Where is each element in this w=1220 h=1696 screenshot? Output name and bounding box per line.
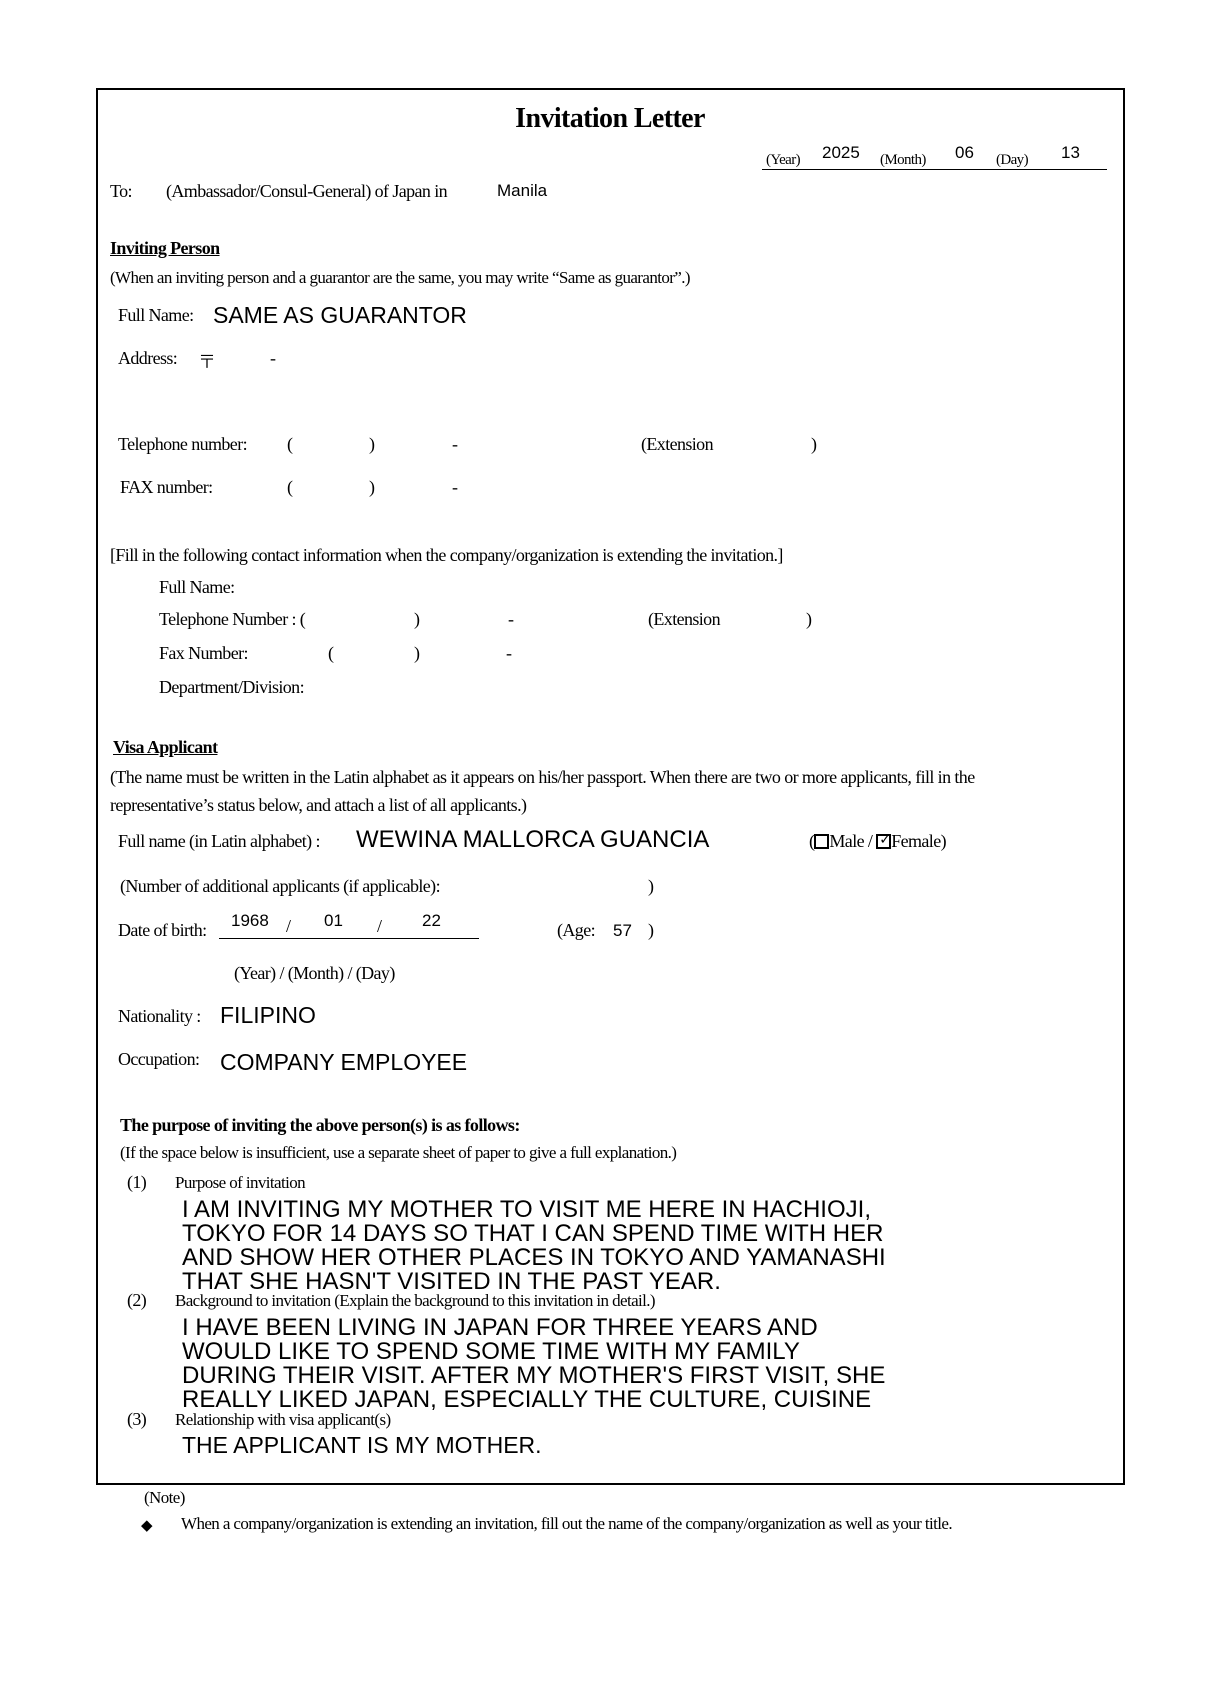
inviting-person-heading: Inviting Person (110, 238, 220, 258)
to-text: (Ambassador/Consul-General) of Japan in (166, 181, 448, 201)
dob-month-value[interactable]: 01 (324, 911, 343, 930)
company-fax-paren-close: ) (414, 643, 420, 663)
year-label: (Year) (766, 152, 801, 168)
additional-applicants-close: ) (648, 876, 654, 896)
fax-label: FAX number: (120, 477, 213, 497)
date-underline (762, 169, 1107, 170)
male-label: Male / (829, 831, 873, 851)
occupation-value[interactable]: COMPANY EMPLOYEE (220, 1049, 468, 1075)
page-title: Invitation Letter (515, 103, 705, 134)
female-label: Female) (891, 831, 946, 851)
nationality-value[interactable]: FILIPINO (220, 1002, 316, 1028)
company-telephone-paren-close: ) (414, 609, 420, 629)
address-label: Address: (118, 348, 178, 368)
item3-value[interactable]: THE APPLICANT IS MY MOTHER. (182, 1432, 542, 1458)
nationality-label: Nationality : (118, 1006, 201, 1026)
applicant-name-value[interactable]: WEWINA MALLORCA GUANCIA (356, 826, 710, 853)
company-fax-paren-open: ( (328, 643, 334, 663)
item3-number: (3) (127, 1409, 147, 1429)
purpose-heading: The purpose of inviting the above person(s) is as follows: (120, 1115, 520, 1135)
inviting-name-value[interactable]: SAME AS GUARANTOR (213, 302, 467, 328)
extension-label: (Extension (641, 434, 713, 454)
visa-applicant-heading: Visa Applicant (113, 737, 218, 757)
item1-line: I AM INVITING MY MOTHER TO VISIT ME HERE IN HACHIOJI, (182, 1196, 871, 1223)
company-extension-paren-close: ) (806, 609, 812, 629)
male-checkbox[interactable] (814, 834, 829, 849)
item1-line: AND SHOW HER OTHER PLACES IN TOKYO AND YAMANASHI (182, 1244, 886, 1271)
telephone-dash: - (452, 434, 458, 454)
day-value[interactable]: 13 (1061, 143, 1080, 162)
item2-number: (2) (127, 1290, 147, 1310)
fax-dash: - (452, 477, 458, 497)
item1-line: TOKYO FOR 14 DAYS SO THAT I CAN SPEND TIME WITH HER (182, 1220, 884, 1247)
dob-year-value[interactable]: 1968 (231, 911, 269, 930)
inviting-person-note: (When an inviting person and a guarantor are the same, you may write “Same as guarantor”.) (110, 268, 690, 287)
company-fax-dash: - (506, 643, 512, 663)
item2-label: Background to invitation (Explain the background to this invitation in detail.) (175, 1291, 655, 1310)
item2-textarea[interactable] (182, 1314, 942, 1413)
telephone-label: Telephone number: (118, 434, 247, 454)
fax-paren-open: ( (287, 477, 293, 497)
check-icon: ✓ (879, 832, 891, 848)
telephone-paren-close: ) (369, 434, 375, 454)
gender-group (809, 831, 946, 852)
month-label: (Month) (880, 152, 926, 168)
item2-line: WOULD LIKE TO SPEND SOME TIME WITH MY FAMILY (182, 1338, 800, 1365)
purpose-note: (If the space below is insufficient, use a separate sheet of paper to give a full explanation.) (120, 1143, 677, 1162)
gender-paren-open: ( (809, 831, 815, 851)
dob-slash-2: / (377, 916, 382, 936)
age-value[interactable]: 57 (613, 921, 632, 940)
to-city-value[interactable]: Manila (497, 181, 548, 200)
department-label: Department/Division: (159, 677, 304, 697)
occupation-label: Occupation: (118, 1049, 200, 1069)
telephone-paren-open: ( (287, 434, 293, 454)
postal-mark-icon: 〒 (198, 352, 216, 372)
inviting-name-label: Full Name: (118, 305, 194, 325)
to-label: To: (110, 181, 132, 201)
dob-label: Date of birth: (118, 920, 207, 940)
year-value[interactable]: 2025 (822, 143, 860, 162)
company-extension-label: (Extension (648, 609, 720, 629)
visa-applicant-note-line1: (The name must be written in the Latin alphabet as it appears on his/her passport. When there are two or more applicants, fill in the (110, 767, 975, 787)
age-close: ) (648, 920, 654, 940)
dob-underline (219, 938, 479, 939)
company-fax-label: Fax Number: (159, 643, 248, 663)
applicant-name-label: Full name (in Latin alphabet) : (118, 831, 320, 851)
footer-note-label: (Note) (144, 1488, 185, 1507)
additional-applicants-label: (Number of additional applicants (if applicable): (120, 876, 440, 896)
item1-number: (1) (127, 1172, 147, 1192)
company-contact-note: [Fill in the following contact information when the company/organization is extending the invitation.] (110, 545, 783, 565)
item1-label: Purpose of invitation (175, 1173, 305, 1192)
company-name-label: Full Name: (159, 577, 235, 597)
footer-note-text: When a company/organization is extending an invitation, fill out the name of the company/organization as well as your title. (181, 1514, 952, 1533)
dob-day-value[interactable]: 22 (422, 911, 441, 930)
item3-label: Relationship with visa applicant(s) (175, 1410, 391, 1429)
item2-line: I HAVE BEEN LIVING IN JAPAN FOR THREE YEARS AND (182, 1314, 818, 1341)
fax-paren-close: ) (369, 477, 375, 497)
bullet-icon: ◆ (141, 1516, 153, 1534)
female-checkbox[interactable] (876, 834, 891, 849)
item1-textarea[interactable] (182, 1196, 942, 1295)
company-telephone-dash: - (508, 609, 514, 629)
company-telephone-label: Telephone Number : ( (159, 609, 306, 629)
postal-dash: - (270, 348, 276, 368)
age-label: (Age: (557, 920, 595, 940)
extension-paren-close: ) (811, 434, 817, 454)
item2-line: DURING THEIR VISIT. AFTER MY MOTHER'S FIRST VISIT, SHE (182, 1362, 886, 1389)
item1-line: THAT SHE HASN'T VISITED IN THE PAST YEAR. (182, 1268, 721, 1295)
month-value[interactable]: 06 (955, 143, 974, 162)
item2-line: REALLY LIKED JAPAN, ESPECIALLY THE CULTURE, CUISINE (182, 1386, 872, 1413)
visa-applicant-note-line2: representative’s status below, and attach a list of all applicants.) (110, 795, 527, 815)
dob-format-hint: (Year) / (Month) / (Day) (234, 963, 395, 983)
day-label: (Day) (996, 152, 1028, 168)
dob-slash-1: / (286, 916, 291, 936)
